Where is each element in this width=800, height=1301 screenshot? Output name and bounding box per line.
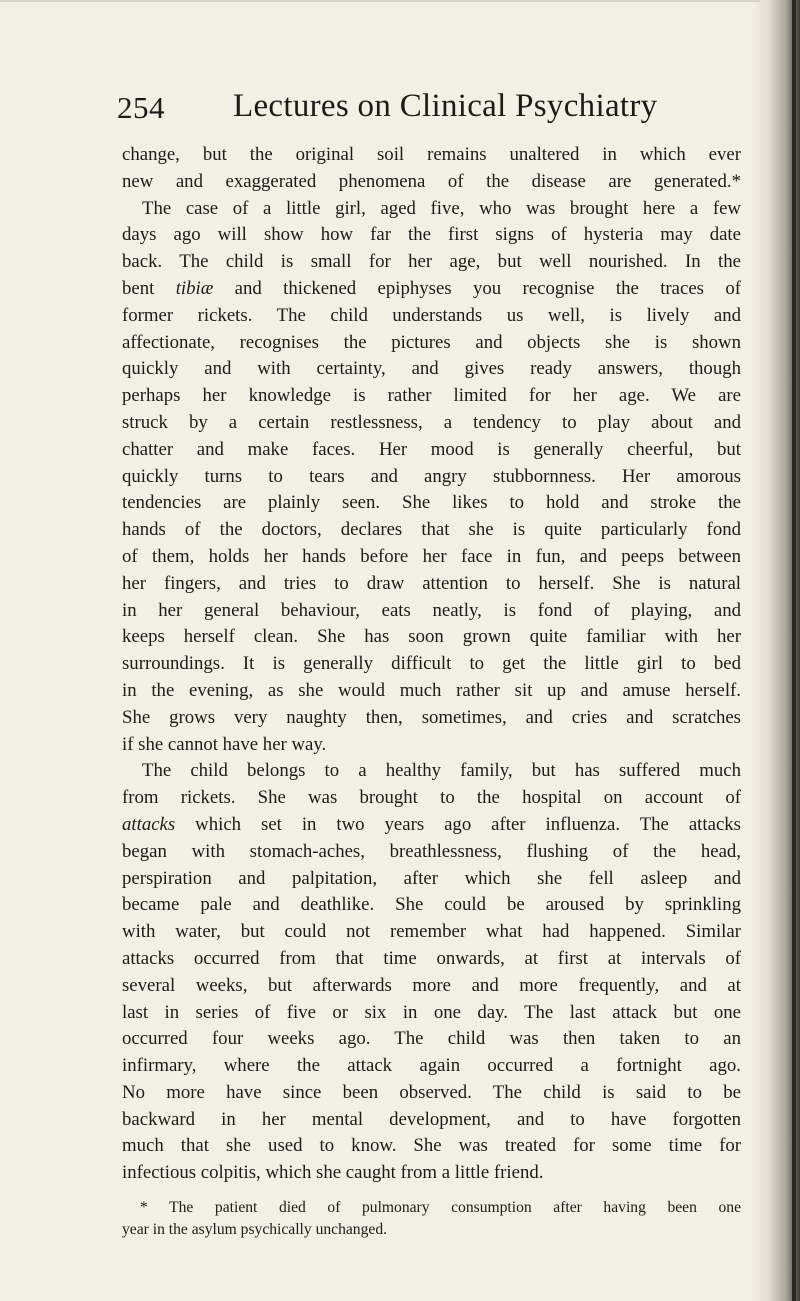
footnote-line: year in the asylum psychically unchanged. xyxy=(122,1221,388,1238)
text-line: infirmary, where the attack again occurred a fortnight ago. xyxy=(122,1055,741,1077)
body-text xyxy=(122,142,741,1187)
text-line: occurred four weeks ago. The child was then taken to an xyxy=(122,1028,741,1050)
running-title: Lectures on Clinical Psychiatry xyxy=(233,88,658,124)
text-line: back. The child is small for her age, but well nourished. In the xyxy=(122,251,741,273)
text-line: much that she used to know. She was treated for some time for xyxy=(122,1135,741,1157)
text-line: quickly turns to tears and angry stubbornness. Her amorous xyxy=(122,465,741,487)
text-line: hands of the doctors, declares that she is quite particularly fond xyxy=(122,519,741,541)
text-line: attacks occurred from that time onwards, at first at intervals of xyxy=(122,947,741,969)
text-line: in her general behaviour, eats neatly, is fond of playing, and xyxy=(122,599,741,621)
text-line: former rickets. The child understands us well, is lively and xyxy=(122,304,741,326)
text-line: change, but the original soil remains unaltered in which ever xyxy=(122,144,741,165)
footnote-line: * The patient died of pulmonary consumption after having been one xyxy=(140,1199,741,1216)
text-line: of them, holds her hands before her face in fun, and peeps between xyxy=(122,545,741,567)
text-line: keeps herself clean. She has soon grown quite familiar with her xyxy=(122,626,741,648)
text-line: chatter and make faces. Her mood is generally cheerful, but xyxy=(122,438,741,460)
text-line: began with stomach-aches, breathlessness, flushing of the head, xyxy=(122,840,741,862)
text-line: days ago will show how far the first signs of hysteria may date xyxy=(122,224,741,246)
text-line: quickly and with certainty, and gives ready answers, though xyxy=(122,358,741,380)
text-line: in the evening, as she would much rather sit up and amuse herself. xyxy=(122,679,741,701)
text-line: struck by a certain restlessness, a tendency to play about and xyxy=(122,411,741,433)
book-spine-edge xyxy=(792,0,796,1301)
italic-term-attacks: attacks xyxy=(122,813,176,835)
text-line: new and exaggerated phenomena of the disease are generated.* xyxy=(122,170,741,192)
text-line: backward in her mental development, and to have forgotten xyxy=(122,1108,741,1130)
text-run: bent xyxy=(122,277,176,299)
text-run: and thickened epiphyses you recognise the traces of xyxy=(213,277,741,299)
text-line: several weeks, but afterwards more and more frequently, and at xyxy=(122,974,741,996)
running-header xyxy=(117,86,757,130)
text-line: with water, but could not remember what had happened. Similar xyxy=(122,921,741,943)
paragraph-last-line: infectious colpitis, which she caught from a little friend. xyxy=(122,1162,544,1184)
text-line: surroundings. It is generally difficult to get the little girl to bed xyxy=(122,653,741,675)
paragraph-first-line: The child belongs to a healthy family, but has suffered much xyxy=(142,760,741,782)
page-top-edge xyxy=(0,0,760,2)
text-line: perspiration and palpitation, after which she fell asleep and xyxy=(122,867,741,889)
text-line: her fingers, and tries to draw attention to herself. She is natural xyxy=(122,572,741,594)
italic-term-tibiae: tibiæ xyxy=(175,277,214,299)
paragraph-last-line: if she cannot have her way. xyxy=(122,733,327,755)
text-line: tendencies are plainly seen. She likes to hold and stroke the xyxy=(122,492,741,514)
text-line: from rickets. She was brought to the hospital on account of xyxy=(122,787,741,809)
text-run: which set in two years ago after influenza. The attacks xyxy=(175,813,741,835)
text-line: affectionate, recognises the pictures and objects she is shown xyxy=(122,331,741,353)
text-line: last in series of five or six in one day. The last attack but one xyxy=(122,1001,741,1023)
footnote xyxy=(122,1197,741,1241)
text-line xyxy=(122,276,741,303)
page-number: 254 xyxy=(117,90,165,125)
paragraph-first-line: The case of a little girl, aged five, who was brought here a few xyxy=(142,197,741,219)
text-line xyxy=(122,812,741,839)
text-line: perhaps her knowledge is rather limited for her age. We are xyxy=(122,385,741,407)
text-line: No more have since been observed. The child is said to be xyxy=(122,1081,741,1103)
text-line: She grows very naughty then, sometimes, and cries and scratches xyxy=(122,706,741,728)
text-line: became pale and deathlike. She could be aroused by sprinkling xyxy=(122,894,741,916)
